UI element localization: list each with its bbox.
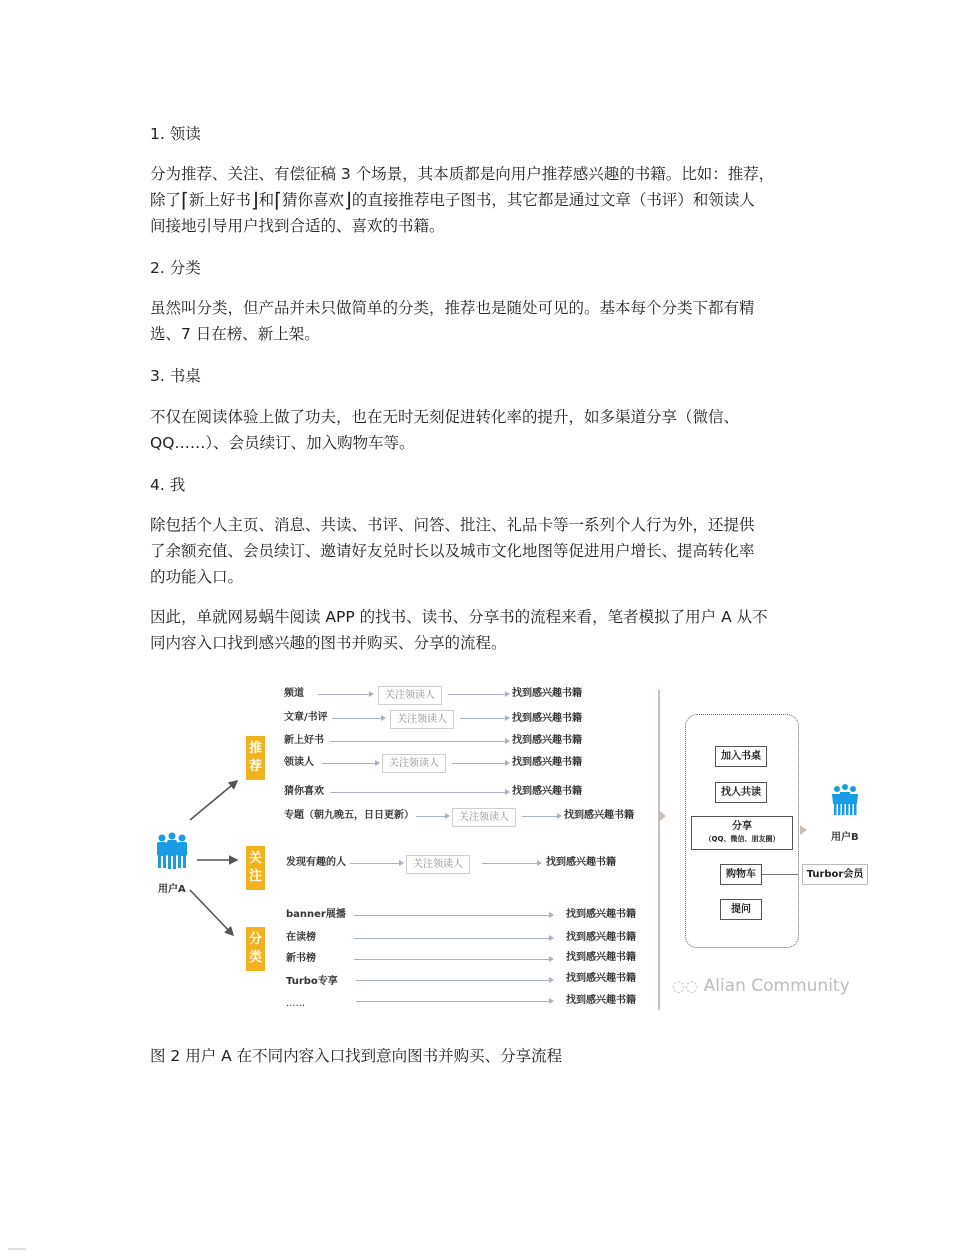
paragraph-line: 的功能入口。 — [150, 568, 244, 586]
user-group-icon — [156, 832, 188, 870]
quote-open: ⌈ — [181, 188, 189, 212]
result-label: 找到感兴趣书籍 — [546, 857, 616, 868]
source-item: ...... — [286, 998, 306, 1009]
share-arrow-icon — [800, 825, 807, 835]
paragraph-line: 除包括个人主页、消息、共读、书评、问答、批注、礼品卡等一系列个人行为外，还提供 — [150, 516, 755, 534]
paragraph-3 — [150, 404, 840, 456]
arrow — [354, 915, 550, 916]
arrow — [330, 792, 506, 793]
watermark-text: Alian Community — [703, 976, 850, 996]
heading-4: 4. 我 — [150, 476, 186, 494]
paragraph-1 — [150, 161, 840, 239]
follow-reader-box: 关注领读人 — [390, 710, 454, 729]
watermark — [672, 976, 850, 996]
user-group-icon — [831, 784, 859, 816]
paragraph-line: 因此，单就网易蜗牛阅读 APP 的找书、读书、分享书的流程来看，笔者模拟了用户 A 从不 — [150, 608, 768, 626]
branch-arrows — [185, 775, 245, 955]
arrow — [356, 980, 550, 981]
tag-category: 分 类 — [246, 927, 265, 971]
result-label: 找到感兴趣书籍 — [566, 952, 636, 963]
page-mark — [8, 1248, 26, 1250]
result-label: 找到感兴趣书籍 — [566, 909, 636, 920]
paragraph-4 — [150, 512, 840, 590]
follow-reader-box: 关注领读人 — [378, 686, 442, 705]
paragraph-line: 不仅在阅读体验上做了功夫，也在无时无刻促进转化率的提升，如多渠道分享（微信、 — [150, 408, 740, 426]
result-label: 找到感兴趣书籍 — [564, 810, 634, 821]
arrow — [460, 718, 506, 719]
source-item: 新书榜 — [286, 953, 316, 964]
divider — [658, 690, 660, 1010]
result-label: 找到感兴趣书籍 — [512, 786, 582, 797]
arrow — [354, 938, 550, 939]
source-item: 新上好书 — [284, 735, 324, 746]
arrow — [452, 763, 506, 764]
source-item: 文章/书评 — [284, 712, 328, 723]
arrow — [522, 816, 558, 817]
action-share: 分享 （QQ、微信、朋友圈） — [691, 816, 793, 850]
arrow — [356, 1001, 550, 1002]
result-label: 找到感兴趣书籍 — [512, 735, 582, 746]
flow-diagram — [150, 680, 870, 1015]
text: 和 — [258, 191, 275, 209]
arrow — [416, 816, 446, 817]
arrow — [322, 763, 376, 764]
result-label: 找到感兴趣书籍 — [512, 688, 582, 699]
paragraph-2 — [150, 295, 840, 347]
turbo-member-box: Turbor会员 — [802, 864, 868, 885]
quoted-text: 新上好书 — [188, 191, 251, 209]
quote-open: ⌈ — [274, 188, 282, 212]
result-label: 找到感兴趣书籍 — [566, 932, 636, 943]
action-cart: 购物车 — [720, 864, 762, 885]
heading-3: 3. 书桌 — [150, 367, 201, 385]
text: 的直接推荐电子图书，其它都是通过文章（书评）和领读人 — [351, 191, 755, 209]
tag-follow: 关 注 — [246, 846, 265, 890]
text: 除了 — [150, 191, 182, 209]
follow-reader-box: 关注领读人 — [382, 754, 446, 773]
follow-reader-box: 关注领读人 — [406, 855, 470, 874]
source-item: Turbo专享 — [286, 976, 338, 987]
tag-recommend: 推 荐 — [246, 736, 265, 780]
source-item: 在读榜 — [286, 932, 316, 943]
source-item: 领读人 — [284, 757, 314, 768]
user-b-label: 用户B — [831, 832, 859, 843]
action-add-desk: 加入书桌 — [715, 746, 767, 767]
source-item: 猜你喜欢 — [284, 786, 324, 797]
source-item: 发现有趣的人 — [286, 857, 346, 868]
arrow — [448, 694, 506, 695]
paragraph-5 — [150, 604, 840, 656]
source-item: 频道 — [284, 688, 304, 699]
heading-1: 1. 领读 — [150, 125, 201, 143]
quote-close: ⌋ — [250, 188, 259, 212]
arrow — [482, 863, 538, 864]
heading-2: 2. 分类 — [150, 259, 201, 277]
arrow — [332, 718, 382, 719]
paragraph-line: 分为推荐、关注、有偿征稿 3 个场景，其本质都是向用户推荐感兴趣的书籍。比如：推荐， — [150, 165, 775, 183]
source-item: banner展播 — [286, 909, 346, 920]
quote-close: ⌋ — [344, 188, 352, 212]
arrow — [330, 741, 506, 742]
result-label: 找到感兴趣书籍 — [512, 757, 582, 768]
share-channels: （QQ、微信、朋友圈） — [704, 835, 780, 843]
wechat-icon: ◌◌ — [672, 977, 699, 995]
result-label: 找到感兴趣书籍 — [512, 713, 582, 724]
result-label: 找到感兴趣书籍 — [566, 995, 636, 1006]
arrow — [350, 863, 400, 864]
paragraph-line: 了余额充值、会员续订、邀请好友兑时长以及城市文化地图等促进用户增长、提高转化率 — [150, 542, 755, 560]
paragraph-line: 虽然叫分类，但产品并未只做简单的分类，推荐也是随处可见的。基本每个分类下都有精 — [150, 299, 755, 317]
follow-reader-box: 关注领读人 — [452, 808, 516, 827]
arrow — [762, 874, 798, 875]
figure-caption: 图 2 用户 A 在不同内容入口找到意向图书并购买、分享流程 — [150, 1047, 563, 1065]
user-a-label: 用户A — [158, 884, 186, 895]
arrow — [354, 959, 550, 960]
arrow — [318, 694, 370, 695]
action-find-coreader: 找人共读 — [715, 782, 767, 803]
paragraph-line: 选、7 日在榜、新上架。 — [150, 325, 320, 343]
action-ask: 提问 — [720, 899, 762, 920]
paragraph-line: 同内容入口找到感兴趣的图书并购买、分享的流程。 — [150, 634, 507, 652]
paragraph-line: 间接地引导用户找到合适的、喜欢的书籍。 — [150, 217, 445, 235]
source-item: 专题（朝九晚五，日日更新） — [284, 810, 414, 821]
paragraph-line — [150, 187, 840, 213]
result-label: 找到感兴趣书籍 — [566, 973, 636, 984]
paragraph-line: QQ……）、会员续订、加入购物车等。 — [150, 434, 415, 452]
divider-arrow-icon — [660, 811, 666, 821]
quoted-text: 猜你喜欢 — [281, 191, 344, 209]
